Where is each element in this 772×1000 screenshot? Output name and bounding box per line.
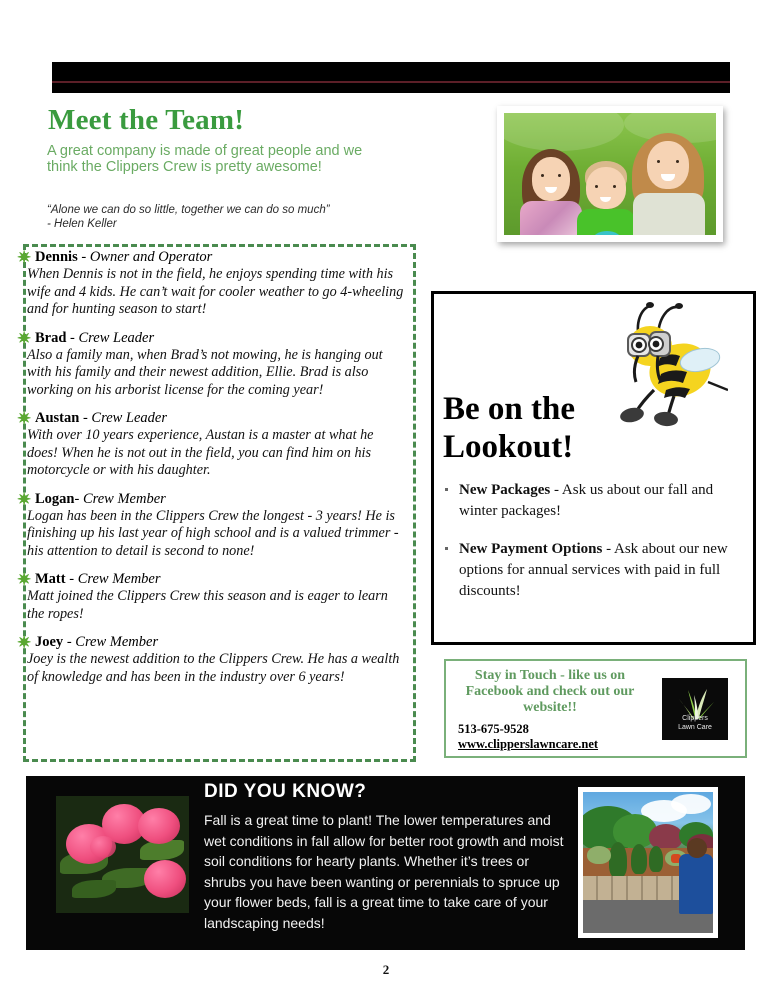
- quote-text: “Alone we can do so little, together we can do so much”: [47, 204, 330, 216]
- quote-attribution: - Helen Keller: [47, 218, 117, 230]
- team-member: [17, 248, 415, 319]
- team-member-heading: [17, 328, 415, 348]
- lookout-item-label: New Packages: [459, 482, 551, 498]
- page-number: 2: [382, 962, 390, 977]
- header-decorative-bar-lower: [52, 88, 730, 93]
- child-eye: [676, 160, 679, 163]
- child-right: [630, 131, 708, 235]
- square-bullet-icon: [445, 547, 448, 550]
- website-link[interactable]: www.clipperslawncare.net: [458, 737, 599, 751]
- child-eye: [657, 160, 660, 163]
- flower-bloom: [90, 836, 116, 858]
- team-member-role: Crew Leader: [78, 329, 155, 346]
- child-shirt: [520, 201, 582, 235]
- team-member-separator: -: [77, 249, 90, 265]
- team-member: [17, 409, 415, 480]
- team-member-name: Brad: [35, 329, 67, 346]
- page-title: Meet the Team!: [48, 104, 245, 136]
- cloud: [671, 794, 711, 814]
- child-eye: [541, 174, 544, 177]
- team-member-role: Owner and Operator: [89, 249, 213, 265]
- team-member-description: With over 10 years experience, Austan is a master at what he does! When he is not out in the field, you can find him on his motorcycle or with his daughter.: [27, 427, 374, 478]
- team-member-description: Logan has been in the Clippers Crew the longest - 3 years! He is finishing up his last year of high school and is a valued trimmer - his attention to detail is second to none!: [27, 507, 399, 559]
- worker-head: [687, 838, 707, 858]
- lookout-title: Be on the Lookout!: [443, 391, 575, 465]
- team-member-role: Crew Member: [77, 571, 161, 587]
- team-member-role: Crew Member: [75, 634, 159, 650]
- team-member: [17, 633, 415, 686]
- team-member-separator: -: [63, 634, 76, 650]
- team-member-name: Joey: [35, 634, 64, 650]
- clippers-logo: [662, 678, 728, 740]
- team-member-role: Crew Member: [82, 490, 166, 507]
- did-you-know-body: Fall is a great time to plant! The lower temperatures and wet conditions in fall allow for better root growth and moist soil conditions for hearty plants. Whether it’s trees or shrubs you have been wanting or perennials to spruce up your flower beds, fall is a great time to take care of your landscaping needs!: [204, 812, 564, 931]
- team-member-separator: -: [65, 571, 78, 587]
- team-member-description: When Dennis is not in the field, he enjoys spending time with his wife and 4 kids. He can’t wait for cooler weather to go 4-wheeling and for hunting season to start!: [27, 266, 404, 317]
- phone-number: 513-675-9528: [458, 722, 529, 736]
- child-left: [518, 143, 584, 235]
- child-eye: [595, 185, 598, 188]
- asterisk-flower-icon: ✷: [17, 248, 32, 267]
- lookout-item: [444, 480, 744, 522]
- team-member-role: Crew Leader: [91, 410, 168, 426]
- leaf: [72, 880, 116, 898]
- team-member: [17, 570, 415, 623]
- team-member-heading: [17, 409, 415, 428]
- team-member-separator: -: [66, 329, 79, 346]
- asterisk-flower-icon: ✷: [17, 409, 32, 428]
- conifer-shrub: [631, 844, 647, 874]
- family-photo: [504, 113, 716, 235]
- stay-in-touch-heading: Stay in Touch - like us on Facebook and check out our website!!: [465, 668, 635, 715]
- conifer-shrub: [609, 842, 627, 878]
- team-member-heading: [17, 248, 415, 267]
- flower-bloom: [144, 860, 186, 898]
- asterisk-flower-icon: ✷: [17, 633, 32, 652]
- team-member-heading: [17, 633, 415, 652]
- lookout-item-text: - Ask us about our fall and winter packages!: [459, 482, 714, 519]
- team-member-description: Joey is the newest addition to the Clippers Crew. He has a wealth of knowledge and has been in the industry over 6 years!: [27, 651, 400, 685]
- landscape-photo-frame: [578, 787, 718, 938]
- child-eye: [613, 185, 616, 188]
- quote-block: [47, 203, 407, 231]
- asterisk-flower-icon: ✷: [17, 328, 32, 348]
- logo-text: [662, 715, 728, 732]
- asterisk-flower-icon: ✷: [17, 570, 32, 589]
- child-eye: [558, 174, 561, 177]
- team-member: [17, 328, 415, 400]
- ornamental-grass: [587, 846, 611, 864]
- lookout-item: [444, 539, 744, 602]
- flower-photo: [56, 796, 189, 913]
- child-shirt: [633, 193, 705, 235]
- logo-name-line1: Clippers: [682, 715, 708, 722]
- team-member-list: [17, 248, 415, 696]
- lookout-item-label: New Payment Options: [459, 541, 603, 557]
- lookout-items-list: [444, 480, 744, 619]
- did-you-know-title: DID YOU KNOW?: [204, 781, 367, 802]
- logo-name-line2: Lawn Care: [678, 723, 712, 731]
- header-accent-line: [52, 81, 730, 83]
- team-member-name: Logan: [35, 490, 75, 507]
- team-member-name: Matt: [35, 571, 66, 587]
- intro-paragraph: A great company is made of great people and we think the Clippers Crew is pretty awesome!: [47, 143, 363, 175]
- team-member-name: Dennis: [35, 249, 78, 265]
- worker-shirt: [679, 854, 713, 914]
- conifer-shrub: [649, 846, 663, 872]
- family-photo-frame: [497, 106, 723, 242]
- square-bullet-icon: [445, 488, 448, 491]
- team-member-heading: [17, 570, 415, 589]
- child-face: [532, 157, 570, 201]
- team-member-description: Also a family man, when Brad’s not mowing, he is hanging out with his family and their newest addition, Ellie. Brad is also working on his arborist license for the coming year!: [27, 346, 383, 398]
- team-member-name: Austan: [35, 410, 80, 426]
- team-member-heading: [17, 489, 415, 509]
- team-member-description: Matt joined the Clippers Crew this season and is eager to learn the ropes!: [27, 588, 388, 622]
- team-member-separator: -: [74, 490, 83, 507]
- child-face: [586, 167, 626, 209]
- asterisk-flower-icon: ✷: [17, 489, 32, 509]
- child-middle: [576, 157, 638, 235]
- team-member-separator: -: [79, 410, 92, 426]
- lookout-item-text: - Ask about our new options for annual services with paid in full discounts!: [459, 541, 728, 599]
- child-face: [647, 141, 689, 189]
- landscape-photo: [583, 792, 713, 933]
- team-member: [17, 489, 415, 561]
- flower-bloom: [138, 808, 180, 844]
